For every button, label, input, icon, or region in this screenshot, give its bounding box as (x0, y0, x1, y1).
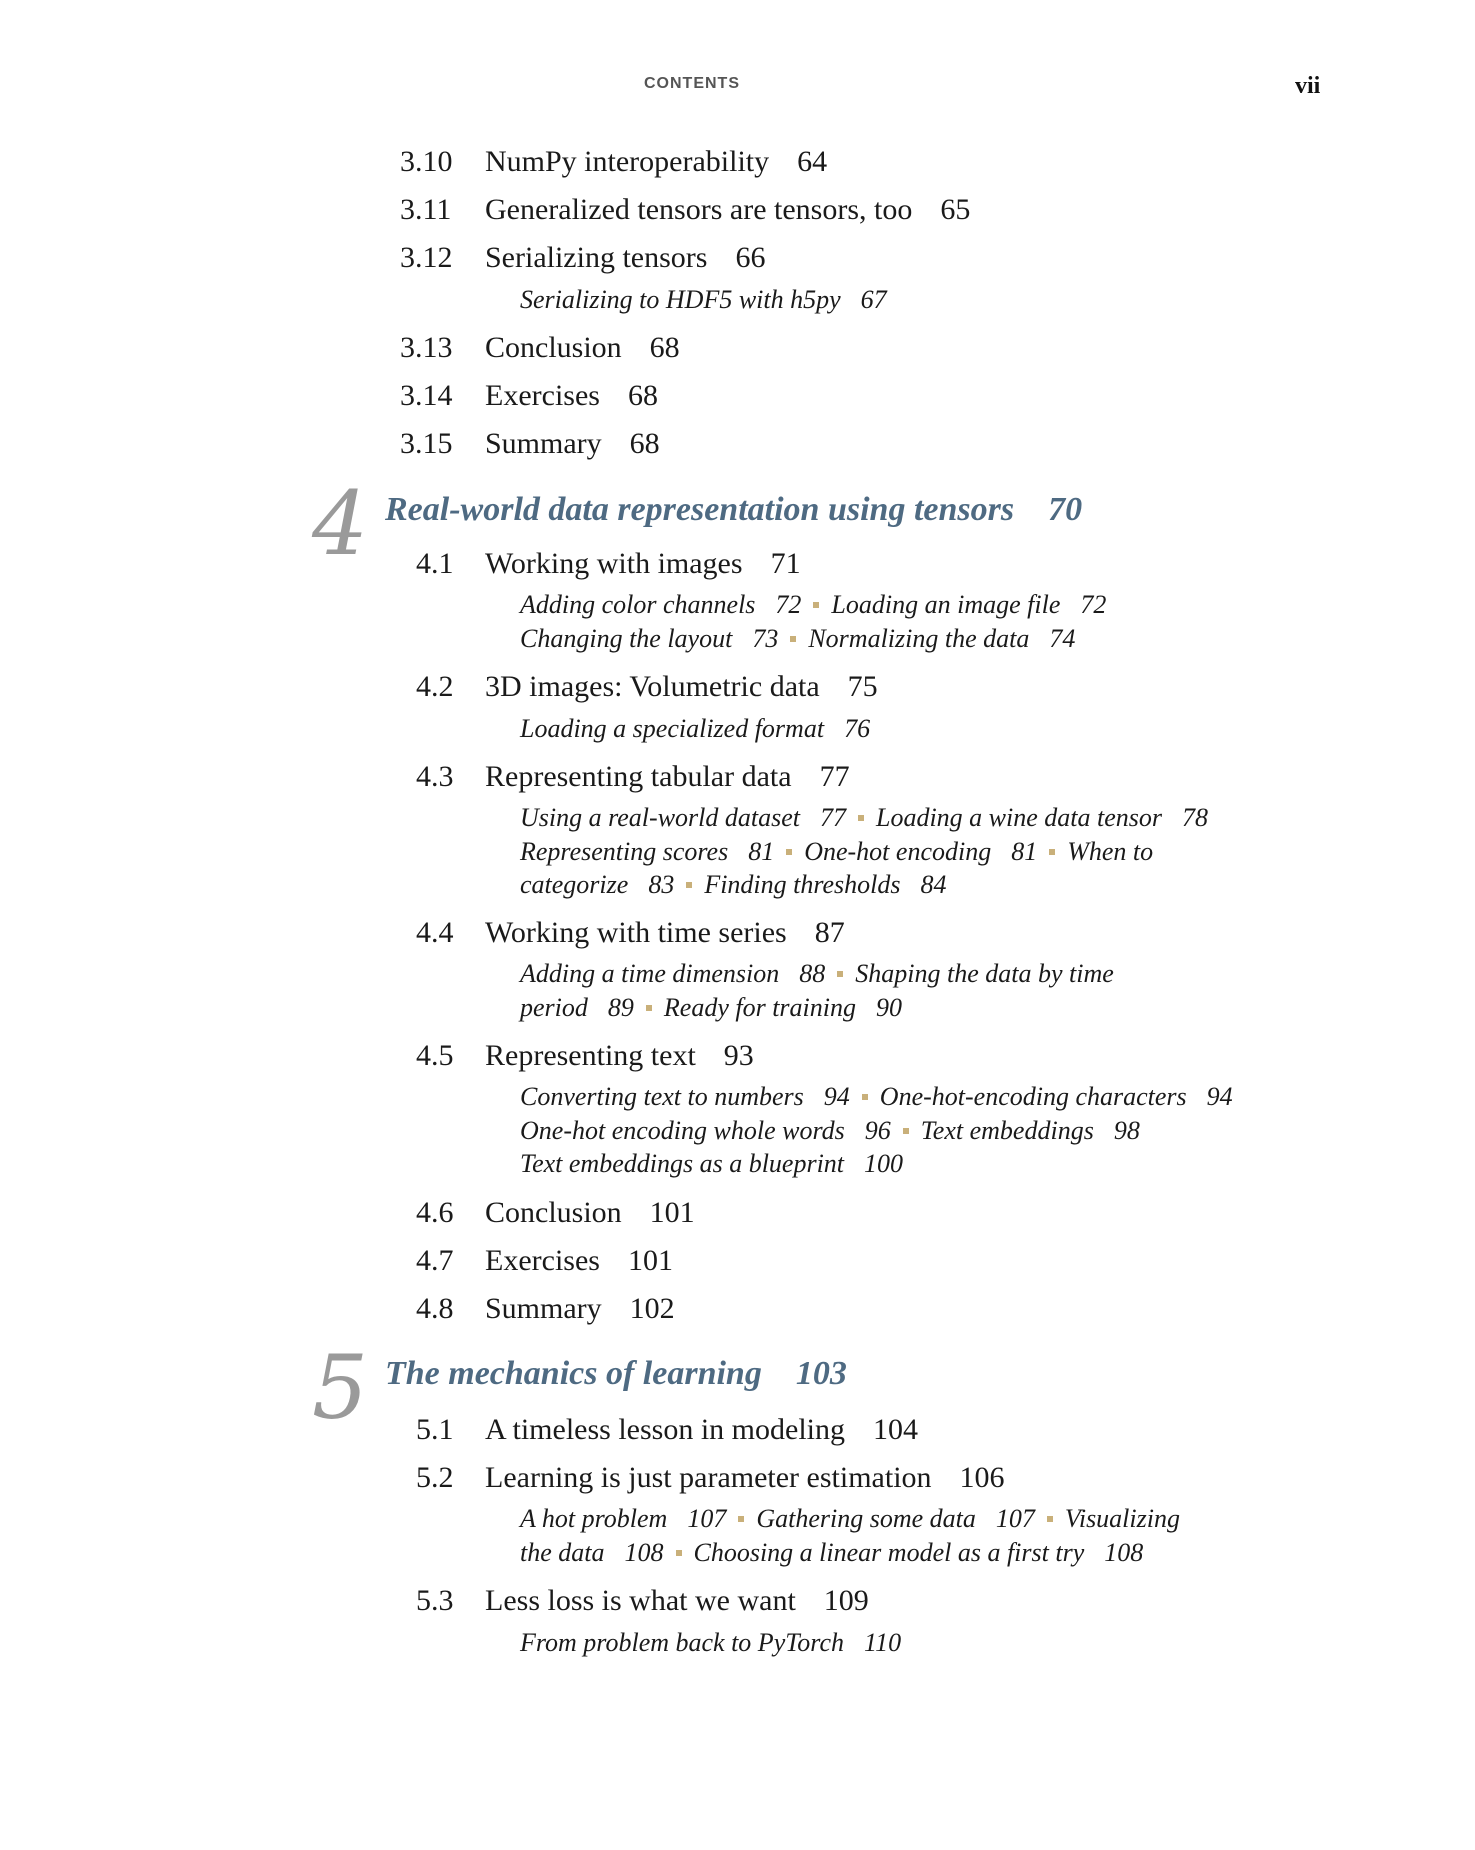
chapter-title: The mechanics of learning (385, 1355, 762, 1392)
separator-square (862, 1094, 868, 1100)
section-title: Serializing tensors (485, 241, 708, 274)
subsection-entry[interactable]: Loading an image file 72 (831, 590, 1107, 619)
section-title: Working with time series (485, 916, 787, 949)
running-head-title: CONTENTS (644, 75, 740, 92)
section-title: Exercises (485, 379, 600, 412)
section-number: 5.2 (416, 1461, 454, 1494)
section-title: Representing tabular data (485, 760, 792, 793)
subsection-entry[interactable]: Adding color channels 72 (520, 590, 802, 619)
subsection-entry[interactable]: Loading a specialized format 76 (520, 714, 871, 743)
subsection-entry[interactable]: Loading a wine data tensor 78 (875, 803, 1208, 832)
section-page: 101 (627, 1244, 673, 1277)
section-title: Conclusion (485, 1196, 622, 1229)
subsection-entry[interactable]: Representing scores 81 (520, 836, 775, 866)
section-page: 106 (959, 1461, 1005, 1494)
subsection-list (520, 1502, 1180, 1569)
subsection-list (520, 1626, 909, 1660)
separator-square (837, 971, 843, 977)
section-number: 4.5 (416, 1039, 454, 1072)
section-number: 3.13 (400, 331, 453, 364)
separator-square (676, 1550, 682, 1556)
section-page: 109 (823, 1584, 869, 1617)
separator-square (903, 1128, 909, 1134)
chapter-number: 5 (312, 1336, 368, 1439)
separator-square (813, 602, 819, 608)
separator-square (646, 1005, 652, 1011)
section-page: 68 (649, 331, 680, 364)
subsection-entry[interactable]: the data 108 (520, 1537, 664, 1567)
section-page: 65 (940, 193, 971, 226)
section-number: 4.8 (416, 1292, 454, 1325)
subsection-entry[interactable]: Gathering some data 107 (756, 1504, 1035, 1533)
section-number: 3.15 (400, 427, 453, 460)
section-number: 3.10 (400, 145, 453, 178)
section-title: 3D images: Volumetric data (485, 670, 820, 703)
section-page: 68 (629, 427, 660, 460)
section-page: 87 (814, 916, 845, 949)
section-page: 77 (819, 760, 850, 793)
section-page: 101 (649, 1196, 695, 1229)
chapter-title: Real-world data representation using tensors (385, 491, 1015, 528)
section-number: 4.2 (416, 670, 454, 703)
section-number: 5.3 (416, 1584, 454, 1617)
section-title: Summary (485, 427, 602, 460)
section-title: Learning is just parameter estimation (485, 1461, 932, 1494)
section-title: Working with images (485, 547, 743, 580)
subsection-entry[interactable]: One-hot-encoding characters 94 (879, 1082, 1233, 1111)
subsection-entry[interactable]: Changing the layout 73 (520, 623, 779, 653)
separator-square (738, 1516, 744, 1522)
section-page: 93 (723, 1039, 754, 1072)
section-number: 3.12 (400, 241, 453, 274)
subsection-entry[interactable]: One-hot encoding 81 (804, 836, 1038, 866)
section-number: 4.4 (416, 916, 454, 949)
section-number: 3.11 (400, 193, 452, 226)
section-page: 66 (735, 241, 766, 274)
subsection-entry[interactable]: Choosing a linear model as a first try 108 (693, 1537, 1144, 1567)
section-page: 102 (629, 1292, 675, 1325)
section-number: 4.3 (416, 760, 454, 793)
section-title: Conclusion (485, 331, 622, 364)
section-page: 104 (873, 1413, 918, 1446)
section-page: 71 (770, 547, 801, 580)
section-title: Summary (485, 1292, 602, 1325)
section-number: 5.1 (416, 1413, 454, 1446)
separator-square (1047, 1516, 1053, 1522)
subsection-entry[interactable]: Visualizing (1064, 1504, 1180, 1533)
subsection-entry[interactable]: Using a real-world dataset 77 (520, 803, 846, 832)
separator-square (786, 849, 792, 855)
section-title: Less loss is what we want (485, 1584, 796, 1617)
subsection-entry[interactable]: Text embeddings 98 (920, 1115, 1140, 1145)
chapter-page: 70 (1048, 491, 1083, 528)
subsection-entry[interactable]: Converting text to numbers 94 (520, 1082, 850, 1111)
page-number: vii (1295, 73, 1321, 99)
subsection-entry[interactable]: Ready for training 90 (663, 992, 902, 1022)
subsection-entry[interactable]: period 89 (520, 992, 634, 1022)
section-title: Generalized tensors are tensors, too (485, 193, 913, 226)
subsection-list (520, 283, 895, 317)
separator-square (790, 636, 796, 642)
section-title: Representing text (485, 1039, 696, 1072)
subsection-entry[interactable]: From problem back to PyTorch 110 (520, 1628, 902, 1657)
chapter-page: 103 (795, 1355, 847, 1392)
separator-square (858, 815, 864, 821)
section-title: A timeless lesson in modeling (485, 1413, 845, 1446)
subsection-entry[interactable]: When to (1067, 836, 1154, 866)
subsection-entry[interactable]: Finding thresholds 84 (704, 870, 947, 899)
section-page: 64 (797, 145, 828, 178)
section-number: 4.6 (416, 1196, 454, 1229)
section-number: 4.1 (416, 547, 454, 580)
section-title: NumPy interoperability (485, 145, 770, 178)
subsection-entry[interactable]: A hot problem 107 (520, 1504, 727, 1533)
subsection-list (520, 588, 1114, 655)
subsection-entry[interactable]: Adding a time dimension 88 (520, 959, 826, 988)
subsection-entry[interactable]: Normalizing the data 74 (808, 623, 1076, 653)
subsection-entry[interactable]: Shaping the data by time (855, 959, 1114, 988)
section-number: 4.7 (416, 1244, 454, 1277)
section-page: 68 (627, 379, 658, 412)
subsection-entry[interactable]: Text embeddings as a blueprint 100 (520, 1149, 904, 1178)
section-page: 75 (847, 670, 878, 703)
section-number: 3.14 (400, 379, 453, 412)
subsection-entry[interactable]: Serializing to HDF5 with h5py 67 (520, 285, 887, 314)
subsection-list (520, 801, 1216, 902)
chapter-number: 4 (312, 472, 368, 575)
subsection-list (520, 1080, 1241, 1181)
subsection-entry[interactable]: One-hot encoding whole words 96 (520, 1115, 891, 1145)
subsection-list (520, 712, 878, 746)
separator-square (686, 882, 692, 888)
subsection-list (520, 957, 1114, 1024)
separator-square (1049, 849, 1055, 855)
section-title: Exercises (485, 1244, 600, 1277)
running-head (0, 75, 1475, 99)
subsection-entry[interactable]: categorize 83 (520, 870, 675, 899)
